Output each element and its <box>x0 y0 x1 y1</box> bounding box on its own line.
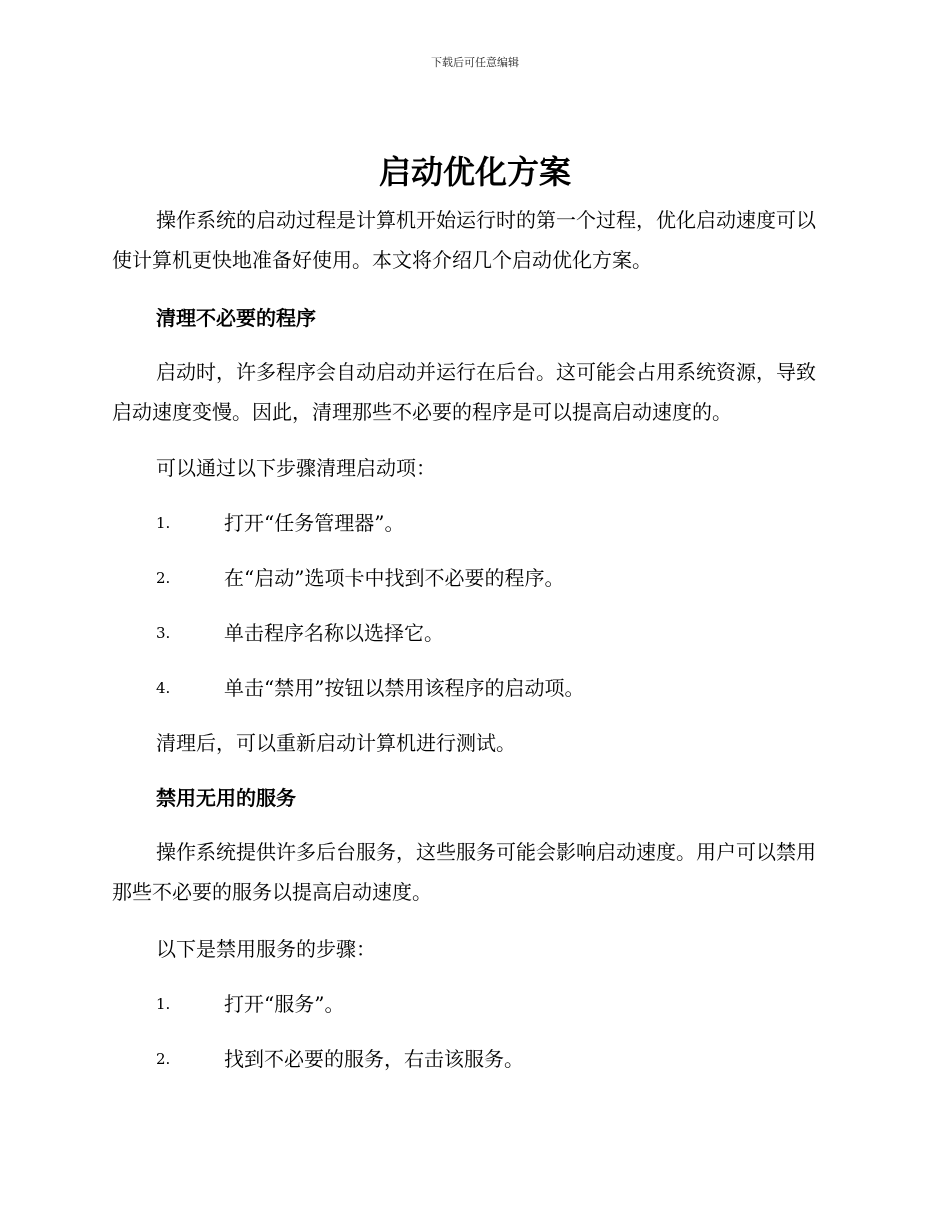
document-title: 启动优化方案 <box>378 153 571 191</box>
list-number: 4. <box>156 679 171 697</box>
list-number: 2. <box>156 1050 171 1068</box>
list-number: 1. <box>156 514 171 532</box>
list-text: 打开“服务”。 <box>224 992 345 1016</box>
list-text: 在“启动”选项卡中找到不必要的程序。 <box>224 566 565 590</box>
list-text: 打开“任务管理器”。 <box>224 511 405 535</box>
section2-heading: 禁用无用的服务 <box>156 786 296 810</box>
list-number: 3. <box>156 624 171 642</box>
section1-body: 启动时，许多程序会自动启动并运行在后台。这可能会占用系统资源，导致启动速度变慢。因此，清理那些不必要的程序是可以提高启动速度的。 <box>112 360 816 424</box>
list-text: 单击“禁用”按钮以禁用该程序的启动项。 <box>224 676 585 700</box>
section2-body: 操作系统提供许多后台服务，这些服务可能会影响启动速度。用户可以禁用那些不必要的服务以提高启动速度。 <box>112 840 816 904</box>
section1-after: 清理后，可以重新启动计算机进行测试。 <box>156 731 516 755</box>
list-number: 2. <box>156 569 171 587</box>
list-text: 找到不必要的服务，右击该服务。 <box>224 1047 524 1071</box>
section2-steps-intro: 以下是禁用服务的步骤： <box>156 937 376 961</box>
section1-steps-intro: 可以通过以下步骤清理启动项： <box>156 456 436 480</box>
page-header-note: 下载后可任意编辑 <box>431 56 519 69</box>
list-number: 1. <box>156 995 171 1013</box>
section1-heading: 清理不必要的程序 <box>156 306 316 330</box>
list-text: 单击程序名称以选择它。 <box>224 621 444 645</box>
intro-paragraph: 操作系统的启动过程是计算机开始运行时的第一个过程，优化启动速度可以使计算机更快地准备好使用。本文将介绍几个启动优化方案。 <box>112 208 816 272</box>
